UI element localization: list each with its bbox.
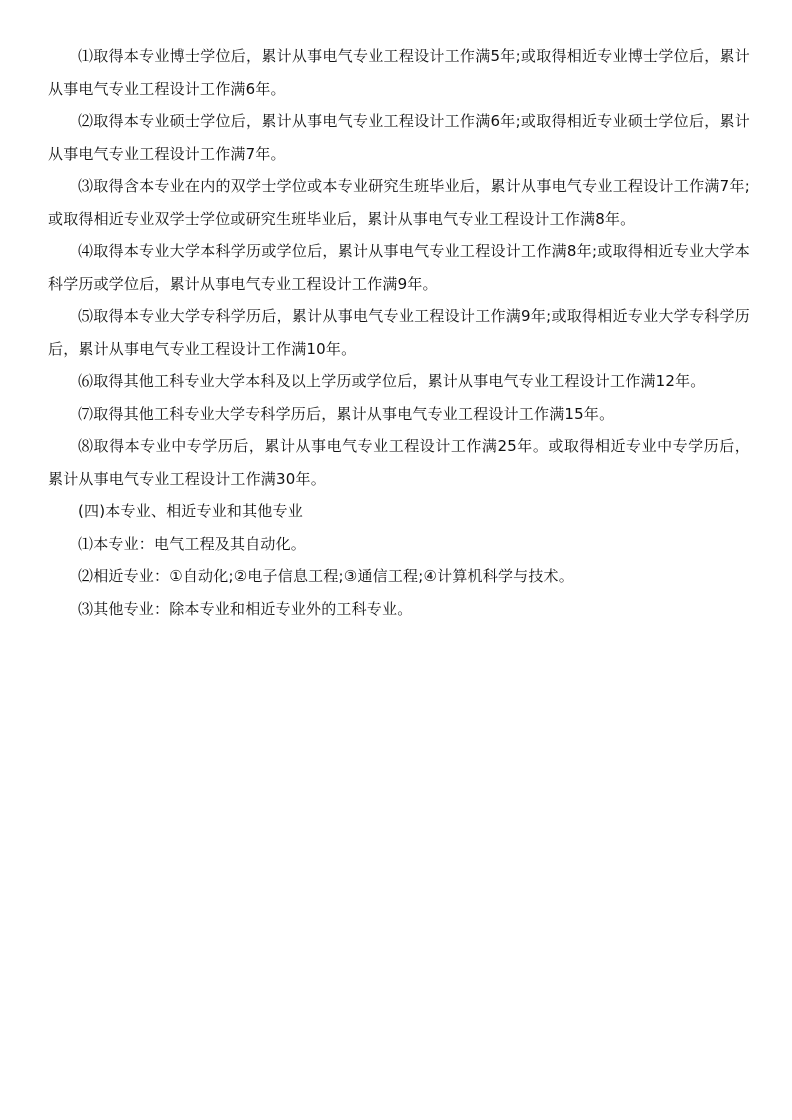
document-body: [48, 40, 750, 625]
paragraph-requirement-6: ⑹取得其他工科专业大学本科及以上学历或学位后，累计从事电气专业工程设计工作满12年。: [78, 372, 706, 390]
paragraph-own-major: ⑴本专业：电气工程及其自动化。: [78, 534, 307, 553]
paragraph-requirement-2: ⑵取得本专业硕士学位后，累计从事电气专业工程设计工作满6年;或取得相近专业硕士学位后，累计从事电气专业工程设计工作满7年。: [48, 112, 750, 163]
paragraph-requirement-1: ⑴取得本专业博士学位后，累计从事电气专业工程设计工作满5年;或取得相近专业博士学位后，累计从事电气专业工程设计工作满6年。: [48, 47, 750, 98]
paragraph-requirement-4: ⑷取得本专业大学本科学历或学位后，累计从事电气专业工程设计工作满8年;或取得相近专业大学本科学历或学位后，累计从事电气专业工程设计工作满9年。: [48, 242, 750, 293]
paragraph-related-majors: ⑵相近专业：①自动化;②电子信息工程;③通信工程;④计算机科学与技术。: [78, 567, 574, 585]
paragraph-requirement-8: ⑻取得本专业中专学历后，累计从事电气专业工程设计工作满25年。或取得相近专业中专学历后，累计从事电气专业工程设计工作满30年。: [48, 437, 750, 488]
paragraph-requirement-3: ⑶取得含本专业在内的双学士学位或本专业研究生班毕业后，累计从事电气专业工程设计工作满7年;或取得相近专业双学士学位或研究生班毕业后，累计从事电气专业工程设计工作满8年。: [48, 177, 750, 228]
section-heading-majors: (四)本专业、相近专业和其他专业: [78, 502, 303, 520]
paragraph-other-majors: ⑶其他专业：除本专业和相近专业外的工科专业。: [78, 599, 413, 618]
paragraph-requirement-5: ⑸取得本专业大学专科学历后，累计从事电气专业工程设计工作满9年;或取得相近专业大学专科学历后，累计从事电气专业工程设计工作满10年。: [48, 307, 750, 358]
paragraph-requirement-7: ⑺取得其他工科专业大学专科学历后，累计从事电气专业工程设计工作满15年。: [78, 404, 615, 423]
